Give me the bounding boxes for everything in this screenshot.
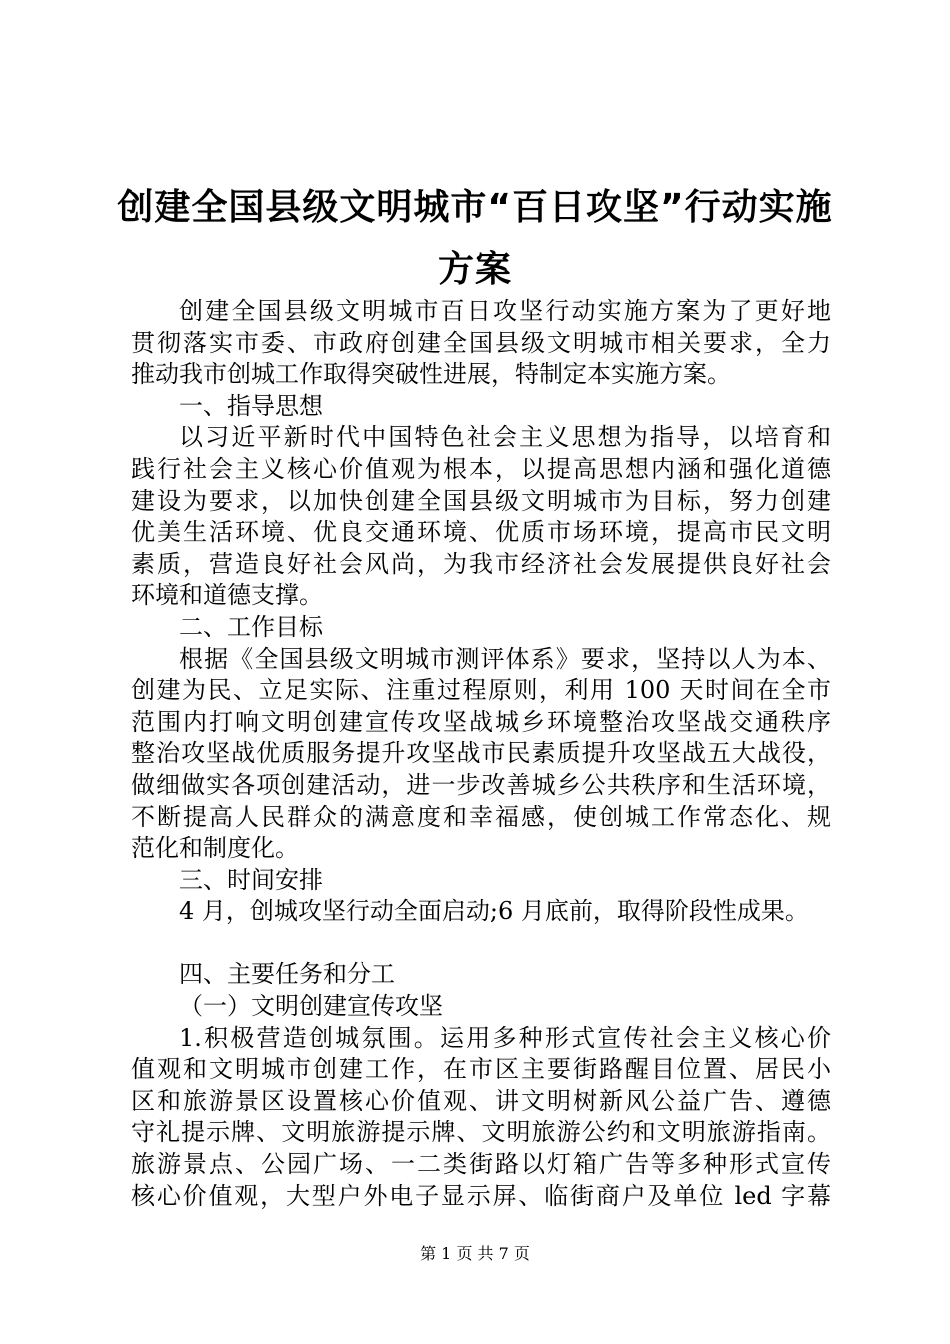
paragraph-line: 守礼提示牌、文明旅游提示牌、文明旅游公约和文明旅游指南。 bbox=[131, 1118, 831, 1147]
blank-line bbox=[131, 928, 831, 960]
section-heading: 四、主要任务和分工 bbox=[179, 960, 395, 989]
paragraph-line: 范化和制度化。 bbox=[131, 834, 299, 863]
section-heading: 一、指导思想 bbox=[179, 391, 323, 420]
subsection-heading: （一）文明创建宣传攻坚 bbox=[179, 992, 443, 1021]
page-number-footer: 第 1 页 共 7 页 bbox=[420, 1244, 530, 1263]
paragraph-line: 4 月，创城攻坚行动全面启动;6 月底前，取得阶段性成果。 bbox=[179, 897, 809, 926]
paragraph-line: 核心价值观，大型户外电子显示屏、临街商户及单位 led 字幕 bbox=[131, 1181, 831, 1210]
paragraph-line: 范围内打响文明创建宣传攻坚战城乡环境整治攻坚战交通秩序 bbox=[131, 707, 831, 736]
paragraph-line: 环境和道德支撑。 bbox=[131, 581, 323, 610]
paragraph-line: 值观和文明城市创建工作，在市区主要街路醒目位置、居民小 bbox=[131, 1055, 831, 1084]
paragraph-line: 推动我市创城工作取得突破性进展，特制定本实施方案。 bbox=[131, 360, 731, 389]
paragraph-line: 1.积极营造创城氛围。运用多种形式宣传社会主义核心价 bbox=[179, 1023, 831, 1052]
paragraph-line: 优美生活环境、优良交通环境、优质市场环境，提高市民文明 bbox=[131, 518, 831, 547]
document-body bbox=[131, 296, 831, 1212]
paragraph-line: 区和旅游景区设置核心价值观、讲文明树新风公益广告、遵德 bbox=[131, 1086, 831, 1115]
paragraph-line: 创建为民、立足实际、注重过程原则，利用 100 天时间在全市 bbox=[131, 676, 831, 705]
paragraph-line: 不断提高人民群众的满意度和幸福感，使创城工作常态化、规 bbox=[131, 802, 831, 831]
section-heading: 三、时间安排 bbox=[179, 865, 323, 894]
paragraph-line: 旅游景点、公园广场、一二类街路以灯箱广告等多种形式宣传 bbox=[131, 1150, 831, 1179]
document-title-line-2: 方案 bbox=[437, 249, 512, 290]
section-heading: 二、工作目标 bbox=[179, 612, 323, 641]
paragraph-line: 根据《全国县级文明城市测评体系》要求，坚持以人为本、 bbox=[179, 644, 831, 673]
paragraph-line: 整治攻坚战优质服务提升攻坚战市民素质提升攻坚战五大战役， bbox=[131, 739, 831, 768]
paragraph-line: 素质，营造良好社会风尚，为我市经济社会发展提供良好社会 bbox=[131, 549, 831, 578]
paragraph-line: 践行社会主义核心价值观为根本，以提高思想内涵和强化道德 bbox=[131, 454, 831, 483]
paragraph-line: 做细做实各项创建活动，进一步改善城乡公共秩序和生活环境， bbox=[131, 770, 831, 799]
paragraph-line: 建设为要求，以加快创建全国县级文明城市为目标，努力创建 bbox=[131, 486, 831, 515]
paragraph-line: 创建全国县级文明城市百日攻坚行动实施方案为了更好地 bbox=[179, 297, 831, 325]
paragraph-line: 贯彻落实市委、市政府创建全国县级文明城市相关要求，全力 bbox=[131, 328, 831, 357]
paragraph-line: 以习近平新时代中国特色社会主义思想为指导，以培育和 bbox=[179, 423, 831, 452]
document-title-line-1: 创建全国县级文明城市“百日攻坚”行动实施 bbox=[117, 187, 833, 228]
